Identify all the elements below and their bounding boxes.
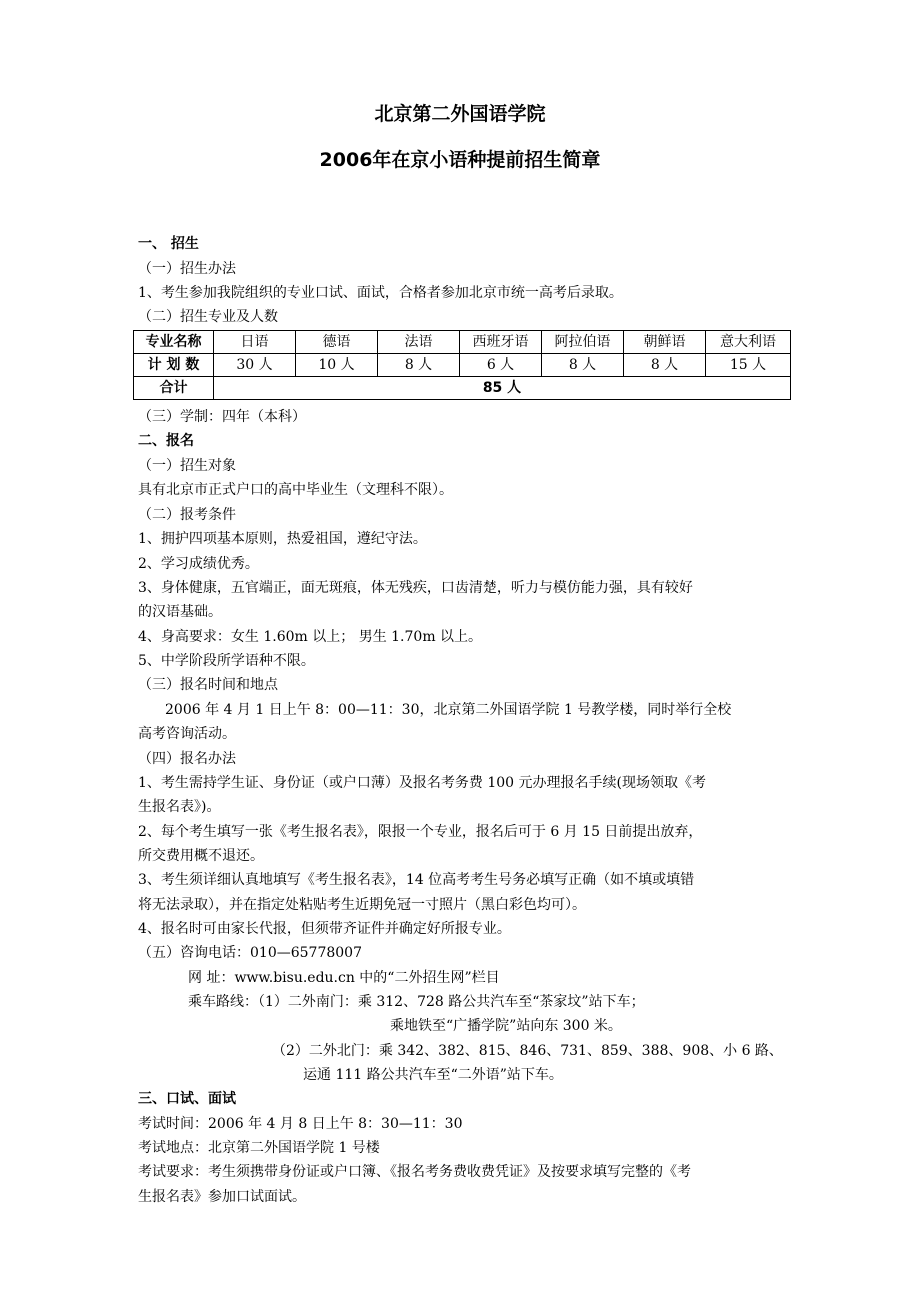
condition-4: 4、身高要求：女生 1.60m 以上； 男生 1.70m 以上。 bbox=[138, 629, 483, 645]
method-3-cont: 将无法录取），并在指定处粘贴考生近期免冠一寸照片（黑白彩色均可）。 bbox=[138, 897, 586, 913]
major-cell: 阿拉伯语 bbox=[542, 331, 624, 354]
section-2-sub1: （一）招生对象 bbox=[138, 458, 236, 474]
section-2-sub3: （三）报名时间和地点 bbox=[138, 677, 278, 693]
exam-place: 考试地点：北京第二外国语学院 1 号楼 bbox=[138, 1140, 380, 1156]
document-subtitle: 2006年在京小语种提前招生简章 bbox=[319, 149, 601, 171]
section-1-p1: 1、考生参加我院组织的专业口试、面试，合格者参加北京市统一高考后录取。 bbox=[138, 285, 623, 301]
total-label: 合计 bbox=[134, 377, 214, 400]
section-1-sub1: （一）招生办法 bbox=[138, 261, 236, 277]
table-row-total bbox=[134, 377, 791, 400]
total-value: 85 人 bbox=[214, 377, 791, 400]
count-cell: 10 人 bbox=[296, 354, 378, 377]
section-2-sub5: （五）咨询电话：010—65778007 bbox=[138, 945, 362, 961]
registration-time: 2006 年 4 月 1 日上午 8：00—11：30，北京第二外国语学院 1 号教学楼，同时举行全校 bbox=[165, 702, 732, 718]
registration-time-cont: 高考咨询活动。 bbox=[138, 726, 236, 742]
count-cell: 30 人 bbox=[214, 354, 296, 377]
document-title: 北京第二外国语学院 bbox=[374, 103, 546, 125]
section-1-heading: 一、 招生 bbox=[138, 236, 199, 252]
enrollment-table bbox=[133, 330, 791, 400]
condition-2: 2、学习成绩优秀。 bbox=[138, 556, 259, 572]
section-2-sub2: （二）报考条件 bbox=[138, 507, 236, 523]
method-1-cont: 生报名表》)。 bbox=[138, 799, 221, 815]
exam-requirements: 考试要求：考生须携带身份证或户口簿、《报名考务费收费凭证》及按要求填写完整的《考 bbox=[138, 1164, 691, 1180]
exam-requirements-cont: 生报名表》参加口试面试。 bbox=[138, 1189, 306, 1205]
count-cell: 8 人 bbox=[378, 354, 460, 377]
count-cell: 15 人 bbox=[706, 354, 791, 377]
method-1: 1、考生需持学生证、身份证（或户口薄）及报名考务费 100 元办理报名手续(现场领取《考 bbox=[138, 775, 706, 791]
method-3: 3、考生须详细认真地填写《考生报名表》，14 位高考考生号务必填写正确（如不填或填错 bbox=[138, 872, 695, 888]
table-row-majors bbox=[134, 331, 791, 354]
condition-5: 5、中学阶段所学语种不限。 bbox=[138, 653, 315, 669]
route-south: 乘车路线：（1）二外南门：乘 312、728 路公共汽车至“茶家坟”站下车； bbox=[188, 994, 645, 1010]
major-cell: 法语 bbox=[378, 331, 460, 354]
route-north: （2）二外北门：乘 342、382、815、846、731、859、388、908、小 6 路、 bbox=[272, 1043, 783, 1059]
exam-time: 考试时间：2006 年 4 月 8 日上午 8：30—11：30 bbox=[138, 1116, 463, 1132]
method-2: 2、每个考生填写一张《考生报名表》，限报一个专业，报名后可于 6 月 15 日前提出放弃， bbox=[138, 824, 703, 840]
section-2-p1: 具有北京市正式户口的高中毕业生（文理科不限）。 bbox=[138, 482, 453, 498]
method-4: 4、报名时可由家长代报，但须带齐证件并确定好所报专业。 bbox=[138, 921, 511, 937]
count-cell: 8 人 bbox=[624, 354, 706, 377]
section-1-sub2: （二）招生专业及人数 bbox=[138, 309, 278, 325]
major-cell: 德语 bbox=[296, 331, 378, 354]
route-south-cont: 乘地铁至“广播学院”站向东 300 米。 bbox=[390, 1018, 622, 1034]
plan-count-label: 计 划 数 bbox=[134, 354, 214, 377]
section-2-sub4: （四）报名办法 bbox=[138, 751, 236, 767]
website-line: 网 址：www.bisu.edu.cn 中的“二外招生网”栏目 bbox=[188, 970, 500, 986]
condition-3: 3、身体健康，五官端正，面无斑痕，体无残疾，口齿清楚，听力与模仿能力强，具有较好 bbox=[138, 580, 693, 596]
major-cell: 朝鲜语 bbox=[624, 331, 706, 354]
route-north-cont: 运通 111 路公共汽车至“二外语”站下车。 bbox=[303, 1067, 563, 1083]
major-cell: 西班牙语 bbox=[460, 331, 542, 354]
major-cell: 日语 bbox=[214, 331, 296, 354]
section-3-heading: 三、口试、面试 bbox=[138, 1091, 236, 1107]
major-name-label: 专业名称 bbox=[134, 331, 214, 354]
section-2-heading: 二、报名 bbox=[138, 433, 194, 449]
condition-3-cont: 的汉语基础。 bbox=[138, 604, 222, 620]
major-cell: 意大利语 bbox=[706, 331, 791, 354]
condition-1: 1、拥护四项基本原则，热爱祖国，遵纪守法。 bbox=[138, 531, 427, 547]
method-2-cont: 所交费用概不退还。 bbox=[138, 848, 264, 864]
section-1-sub3: （三）学制：四年（本科） bbox=[138, 409, 306, 425]
count-cell: 8 人 bbox=[542, 354, 624, 377]
count-cell: 6 人 bbox=[460, 354, 542, 377]
table-row-counts bbox=[134, 354, 791, 377]
